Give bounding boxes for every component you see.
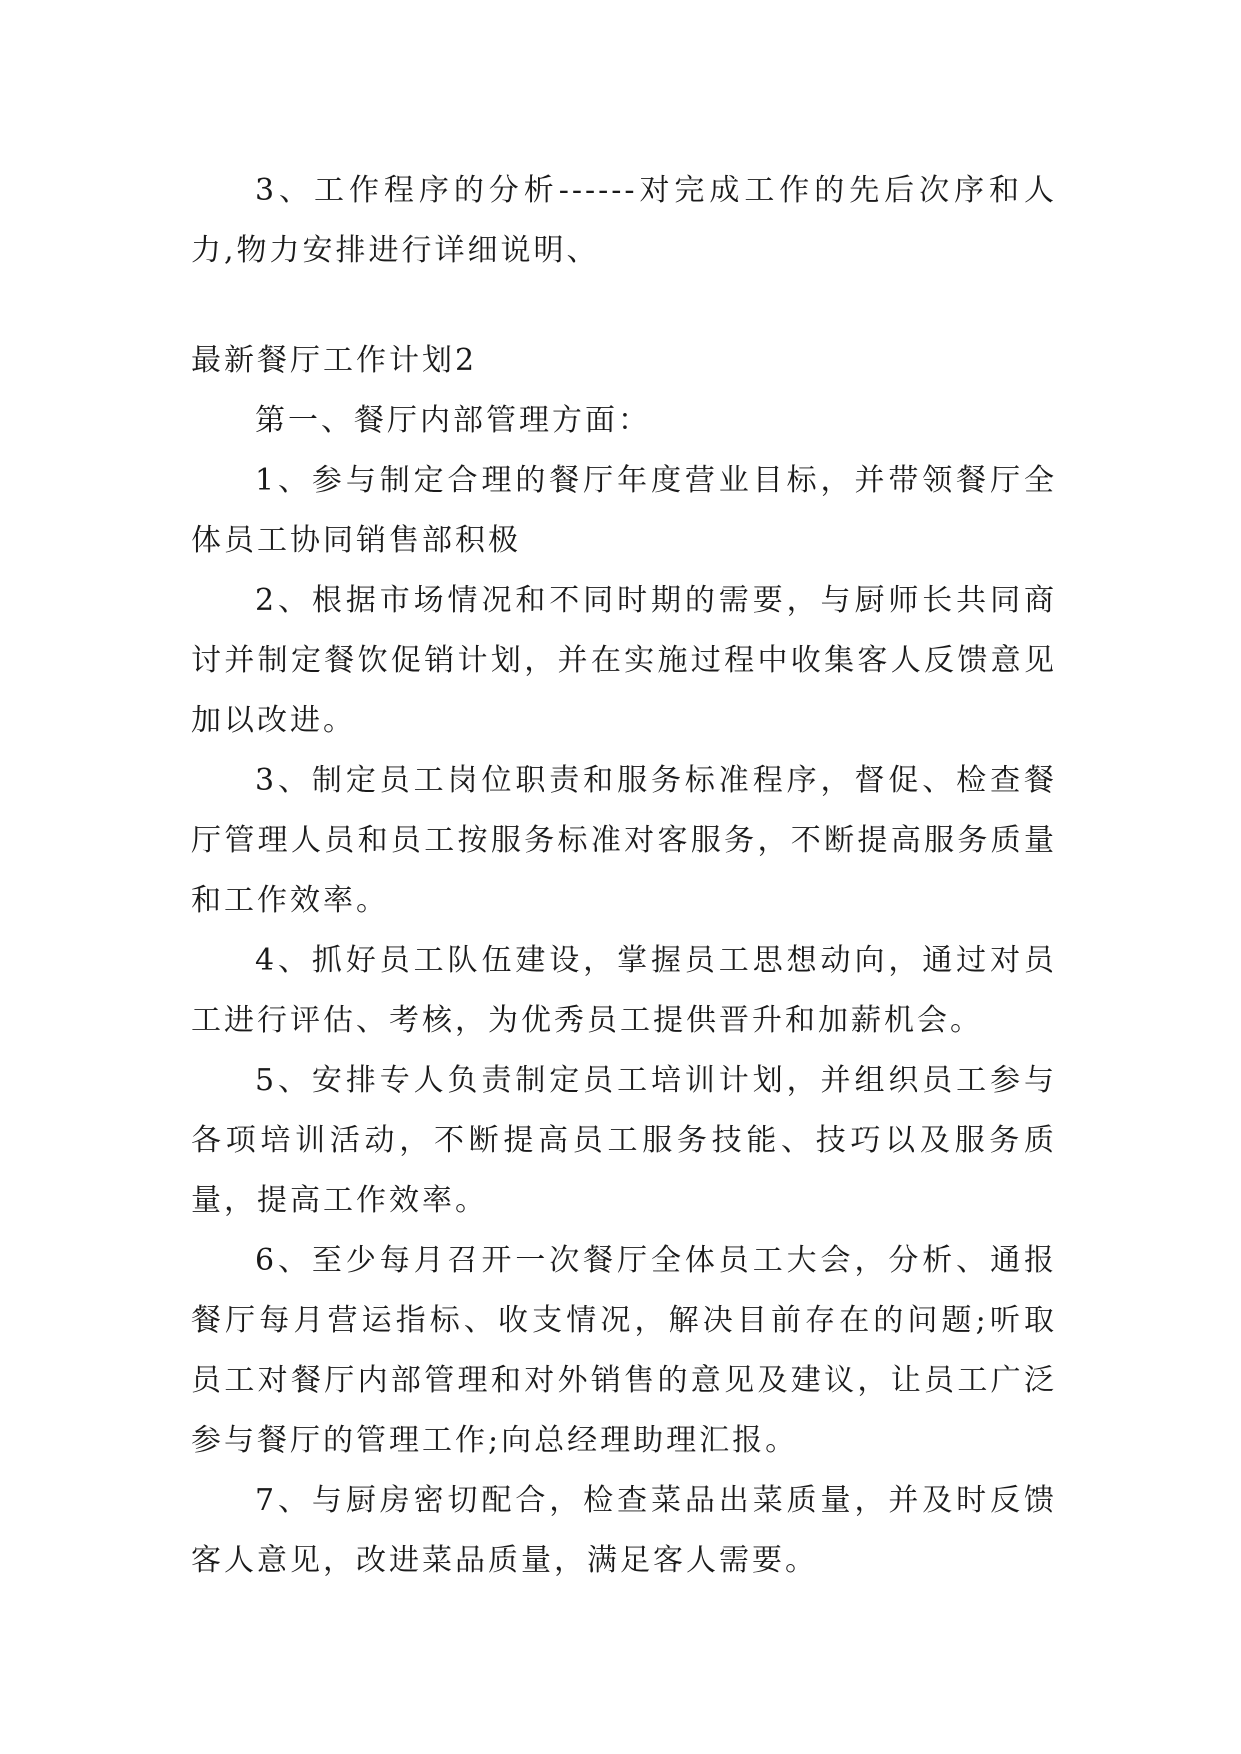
subheading: 第一、餐厅内部管理方面：	[255, 403, 651, 438]
list-item: 7、与厨房密切配合，检查菜品出菜质量，并及时反馈客人意见，改进菜品质量，满足客人需要。	[191, 1483, 1057, 1578]
list-item: 4、抓好员工队伍建设，掌握员工思想动向，通过对员工进行评估、考核，为优秀员工提供晋升和加薪机会。	[191, 943, 1057, 1038]
list-item: 5、安排专人负责制定员工培训计划，并组织员工参与各项培训活动，不断提高员工服务技能、技巧以及服务质量，提高工作效率。	[191, 1063, 1057, 1218]
section-title: 最新餐厅工作计划2	[191, 343, 478, 378]
list-item: 1、参与制定合理的餐厅年度营业目标，并带领餐厅全体员工协同销售部积极	[191, 463, 1057, 558]
list-item: 3、制定员工岗位职责和服务标准程序，督促、检查餐厅管理人员和员工按服务标准对客服务，不断提高服务质量和工作效率。	[191, 763, 1057, 918]
intro-paragraph: 3、工作程序的分析------对完成工作的先后次序和人力,物力安排进行详细说明、	[191, 173, 1057, 268]
list-item: 6、至少每月召开一次餐厅全体员工大会，分析、通报餐厅每月营运指标、收支情况，解决目前存在的问题;听取员工对餐厅内部管理和对外销售的意见及建议，让员工广泛参与餐厅的管理工作;向总经理助理汇报。	[191, 1243, 1057, 1458]
document-body	[191, 161, 1057, 1591]
list-item: 2、根据市场情况和不同时期的需要，与厨师长共同商讨并制定餐饮促销计划，并在实施过程中收集客人反馈意见加以改进。	[191, 583, 1057, 738]
